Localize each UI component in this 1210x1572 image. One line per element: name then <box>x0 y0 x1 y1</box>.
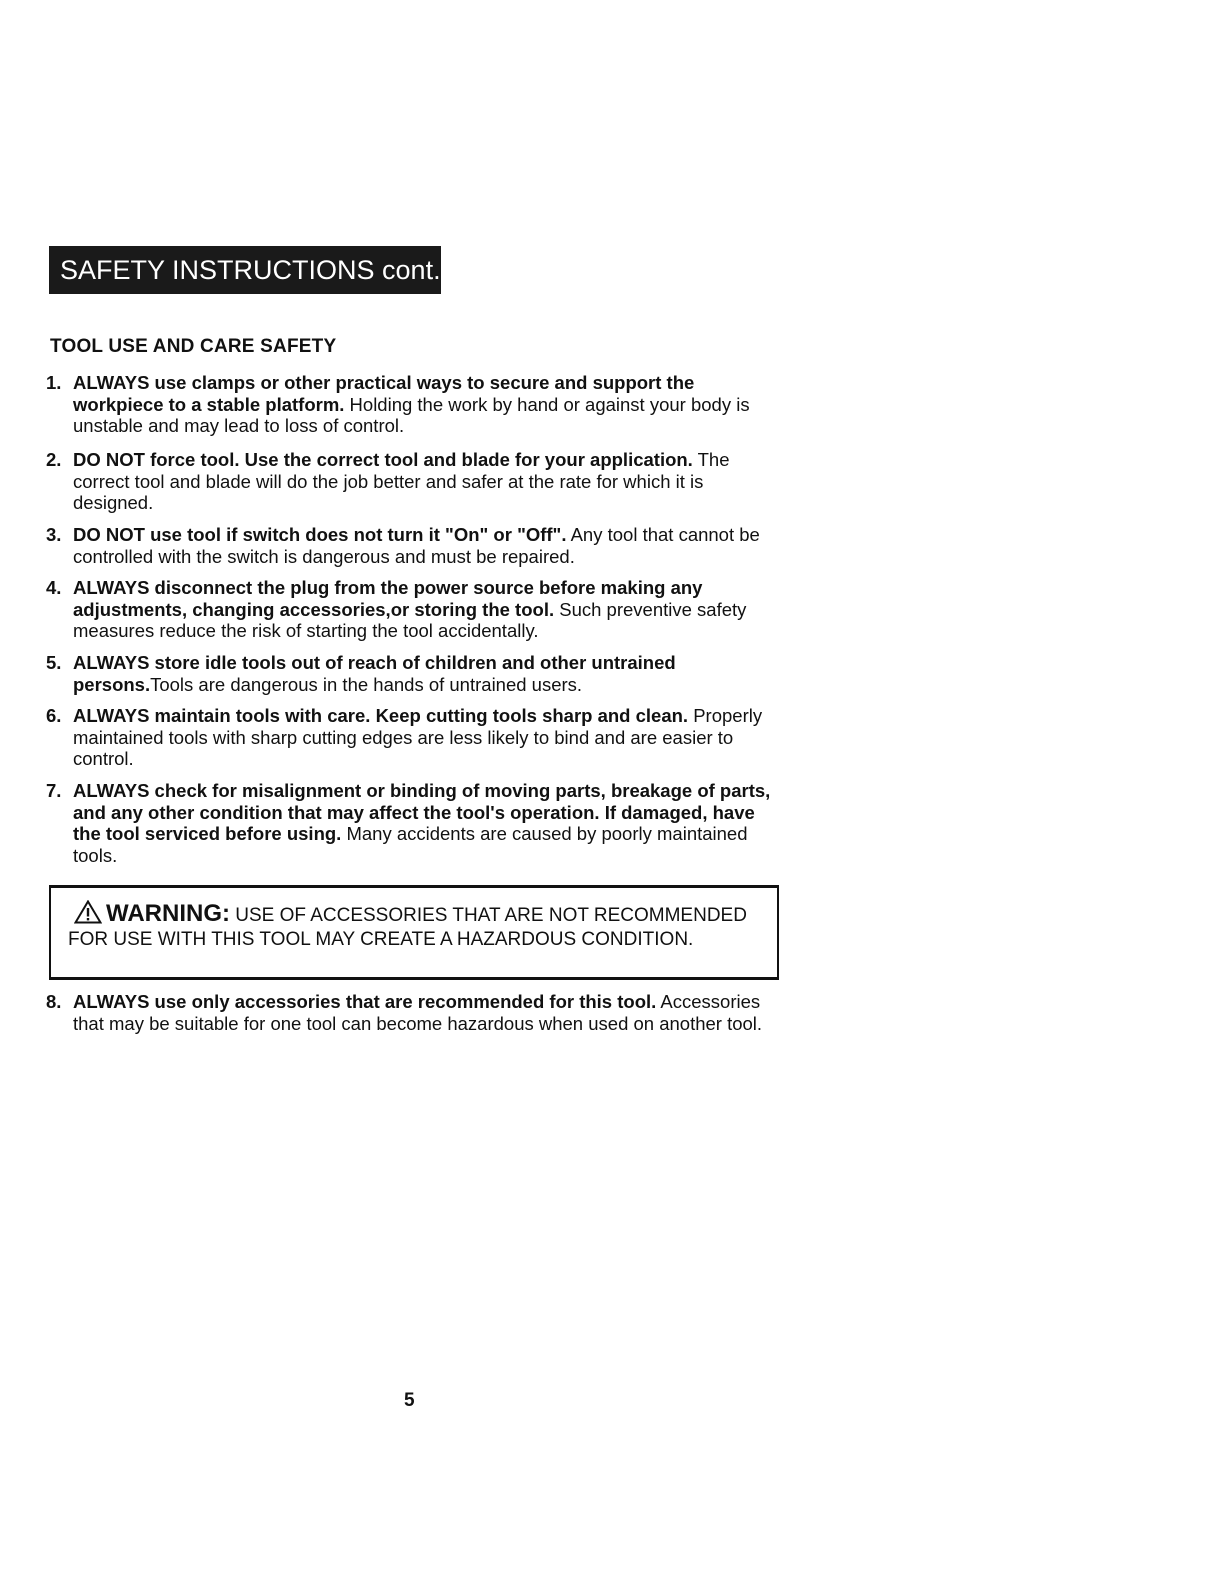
item-bold-text: ALWAYS use clamps or other practical ways to secure and support the workpiece to a stable platform. <box>73 372 695 415</box>
item-bold-text: ALWAYS check for misalignment or binding of moving parts, breakage of parts, and any other condition that may affect the tool's operation. If damaged, have the tool serviced before using. <box>73 780 771 844</box>
list-item <box>46 991 786 1034</box>
item-text <box>46 705 786 770</box>
item-bold-text: DO NOT use tool if switch does not turn it "On" or "Off". <box>73 524 567 545</box>
item-bold-text: ALWAYS store idle tools out of reach of children and other untrained persons. <box>73 652 676 695</box>
item-number: 1. <box>46 372 62 393</box>
item-number: 2. <box>46 449 62 470</box>
item-number: 7. <box>46 780 62 801</box>
item-number: 6. <box>46 705 62 726</box>
warning-text <box>68 900 758 950</box>
list-item <box>46 524 786 567</box>
item-number: 8. <box>46 991 62 1012</box>
item-number: 3. <box>46 524 62 545</box>
list-item <box>46 449 786 514</box>
item-normal-text: Accessories that may be suitable for one tool can become hazardous when used on another tool. <box>73 991 763 1034</box>
list-item <box>46 780 786 866</box>
item-text <box>46 372 786 437</box>
item-normal-text: Many accidents are caused by poorly maintained tools. <box>73 823 748 866</box>
item-normal-text: The correct tool and blade will do the job better and safer at the rate for which it is designed. <box>73 449 730 513</box>
item-number: 4. <box>46 577 62 598</box>
item-bold-text: DO NOT force tool. Use the correct tool and blade for your application. <box>73 449 693 470</box>
item-normal-text: Properly maintained tools with sharp cutting edges are less likely to bind and are easier to control. <box>73 705 763 769</box>
item-text <box>46 524 786 567</box>
item-bold-text: ALWAYS disconnect the plug from the power source before making any adjustments, changing accessories,or storing the tool. <box>73 577 703 620</box>
item-normal-text: Any tool that cannot be controlled with the switch is dangerous and must be repaired. <box>73 524 760 567</box>
section-header-banner: SAFETY INSTRUCTIONS cont. <box>49 246 441 294</box>
warning-triangle-icon <box>74 900 102 929</box>
warning-box <box>49 885 779 980</box>
item-normal-text: Holding the work by hand or against your body is unstable and may lead to loss of control. <box>73 393 750 436</box>
warning-message: USE OF ACCESSORIES THAT ARE NOT RECOMMENDED FOR USE WITH THIS TOOL MAY CREATE A HAZARDOUS CONDITION. <box>68 905 747 950</box>
list-item <box>46 577 786 642</box>
item-normal-text: Such preventive safety measures reduce the risk of starting the tool accidentally. <box>73 598 747 641</box>
list-item <box>46 372 786 437</box>
item-bold-text: ALWAYS maintain tools with care. Keep cutting tools sharp and clean. <box>73 705 689 726</box>
item-bold-text: ALWAYS use only accessories that are recommended for this tool. <box>73 991 657 1012</box>
item-number: 5. <box>46 652 62 673</box>
item-text <box>46 577 786 642</box>
section-title: TOOL USE AND CARE SAFETY <box>50 336 337 357</box>
item-text <box>46 449 786 514</box>
item-normal-text: Tools are dangerous in the hands of untrained users. <box>150 673 583 695</box>
item-text <box>46 991 786 1034</box>
list-item <box>46 705 786 770</box>
item-text <box>46 652 786 695</box>
item-text <box>46 780 786 866</box>
list-item <box>46 652 786 695</box>
warning-label: WARNING: <box>106 900 230 927</box>
page-number: 5 <box>404 1390 415 1411</box>
